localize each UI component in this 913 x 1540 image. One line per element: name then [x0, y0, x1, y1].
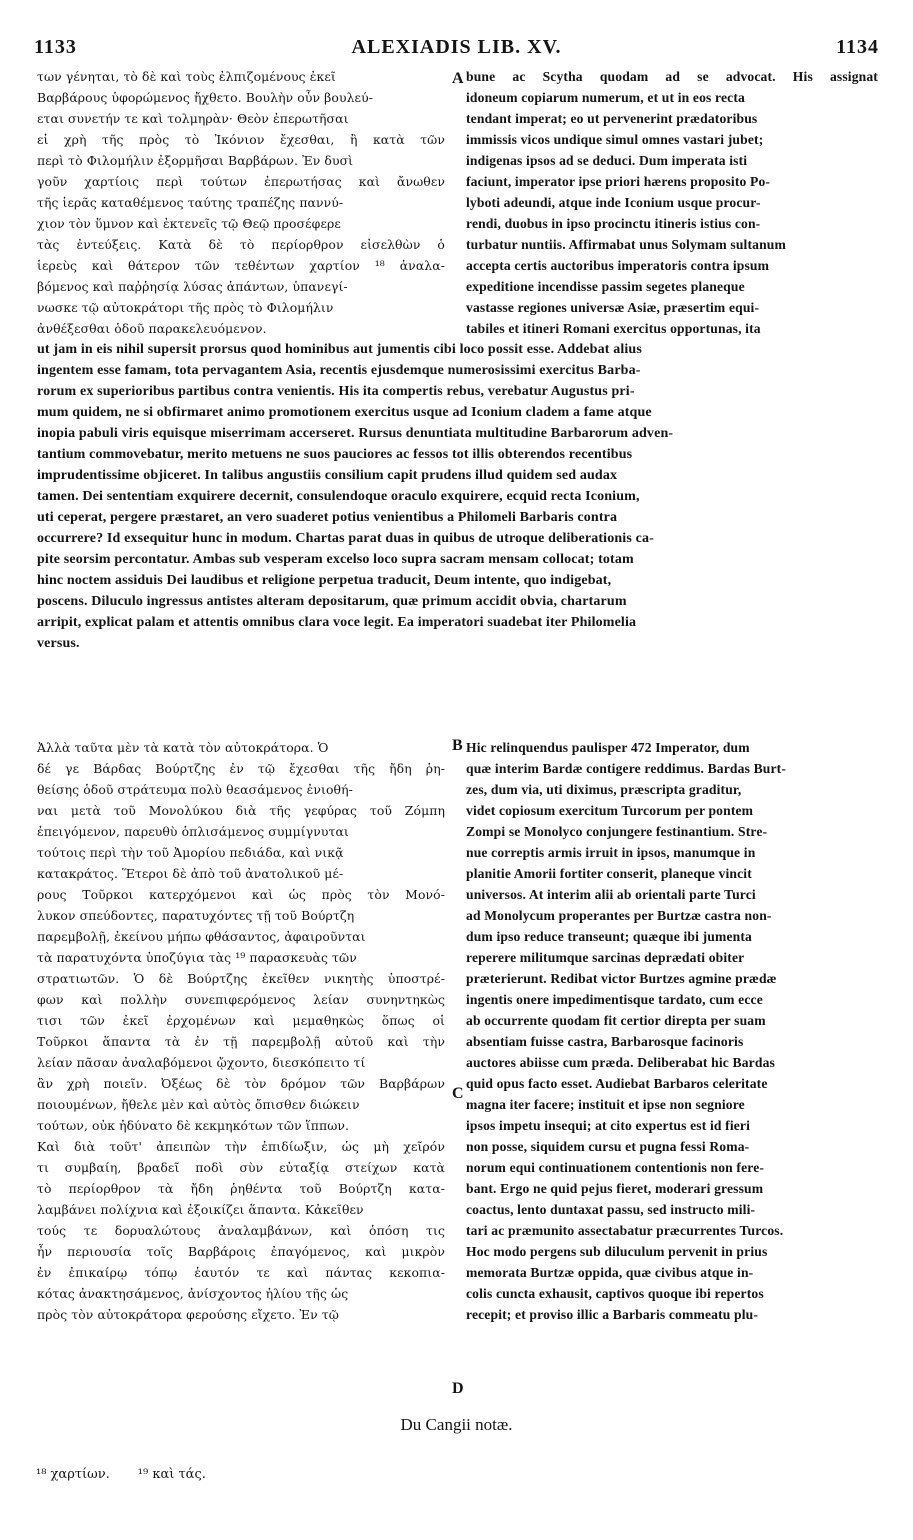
greek-line: ἂν χρὴ ποιεῖν. Ὀξέως δὲ τὸν δρόμον τῶν Βαρβάρων: [37, 1076, 445, 1091]
greek-line: Ἀλλὰ ταῦτα μὲν τὰ κατὰ τὸν αὐτοκράτορα. Ὁ: [37, 740, 329, 755]
greek-line: τι συμβαίη, βραδεῖ ποδὶ σὺν εὐταξίᾳ στείχων κατὰ: [37, 1160, 445, 1175]
latin-line: arripit, explicat palam et attentis omnibus clara voce legit. Ea imperatori suadebat iter Philomelia: [37, 615, 637, 630]
greek-line: Καὶ διὰ τοῦτ' ἀπειπὼν τὴν ἐπιδίωξιν, ὡς μὴ χεῖρόν: [37, 1139, 445, 1154]
latin-line: tendant imperat; eo ut pervenerint prædatoribus: [466, 111, 758, 126]
greek-line: νωσκε τῷ αὐτοκράτορι τῆς πρὸς τὸ Φιλομήλιν: [37, 300, 334, 315]
latin-line: coactus, lento duntaxat passu, sed instructo mili-: [466, 1202, 756, 1217]
latin-line: memorata Burtzæ oppida, quæ civibus atque in-: [466, 1265, 754, 1280]
latin-line: norum equi continuationem contentionis non fere-: [466, 1160, 765, 1175]
latin-line: imprudentissime objiceret. In talibus angustiis consilium capit prudens illud quidem sed audax: [37, 468, 618, 483]
latin-line: dum ipso reduce transeunt; quæque ibi jumenta: [466, 929, 752, 944]
greek-line: τὰ παρατυχόντα ὑποζύγια τὰς ¹⁹ παρασκευὰς τῶν: [37, 950, 357, 965]
latin-line: rendi, duobus in ipso procinctu itineris istius con-: [466, 216, 761, 231]
latin-line: pite seorsim percontatur. Ambas sub vesperam excelso loco supra sacram mensam collocat; totam: [37, 552, 634, 567]
greek-line: ποιουμένων, ἤθελε μὲν καὶ αὐτὸς ὄπισθεν διώκειν: [37, 1097, 360, 1112]
latin-line: hinc noctem assiduis Dei laudibus et religione perpetua traducit, Deum intente, quo indigebat,: [37, 573, 612, 588]
footnote-19: ¹⁹ καὶ τάς.: [137, 1467, 206, 1482]
latin-line: ingentem esse famam, tota pervagantem Asia, recentis ejusdemque numerosissimi exercitus Barba-: [37, 363, 641, 378]
latin-line: bune ac Scytha quodam ad se advocat. His assignat: [466, 69, 878, 84]
greek-line: λαμβάνει πολίχνια καὶ ἐξοικίζει ἅπαντα. Κἀκεῖθεν: [37, 1202, 364, 1217]
greek-line: ναι μετὰ τοῦ Μονολύκου διὰ τῆς γεφύρας τοῦ Ζόμπη: [37, 803, 445, 818]
latin-line: Hoc modo pergens sub diluculum pervenit in prius: [466, 1244, 768, 1259]
greek-line: ἐν ἐπικαίρῳ τόπῳ ἑαυτόν τε καὶ πάντας κεκοπια-: [37, 1265, 445, 1280]
latin-line: indigenas ipsos ad se deduci. Dum imperata isti: [466, 153, 748, 168]
latin-line: non posse, siquidem cursu et pugna fessi Roma-: [466, 1139, 750, 1154]
greek-line: ἀνθέξεσθαι ὁδοῦ παρακελευόμενον.: [37, 321, 267, 336]
latin-line: tamen. Dei sententiam exquirere decernit, consulendoque oraculo exquirere, ecquid recta Iconium,: [37, 489, 640, 504]
latin-line: expeditione incendisse passim segetes planeque: [466, 279, 745, 294]
greek-line: χιον τὸν ὕμνον καὶ ἐκτενεῖς τῷ Θεῷ προσέφερε: [37, 216, 341, 231]
latin-line: reperere militumque sarcinas deprædati obiter: [466, 950, 745, 965]
latin-line: lyboti adeundi, atque inde Iconium usque procur-: [466, 195, 761, 210]
greek-line: τισι τῶν ἐκεῖ ἐρχομένων καὶ μεμαθηκὼς ὅπως οἱ: [37, 1013, 445, 1028]
margin-letter-c: C: [452, 1085, 464, 1102]
latin-line: uti ceperat, pergere præstaret, an vero suaderet potius venientibus a Philomeli Barbaris contra: [37, 510, 618, 525]
running-title: ALEXIADIS LIB. XV.: [351, 36, 562, 58]
greek-line: βόμενος καὶ παῤῥησίᾳ λύσας ἁπάντων, ὑπανεγί-: [37, 279, 348, 294]
greek-line: ἦν περιουσία τοῖς Βαρβάροις ἐπαγόμενος, καὶ μικρὸν: [37, 1244, 445, 1259]
greek-line: πρὸς τὸν αὐτοκράτορα φερούσης εἴχετο. Ἐν τῷ: [37, 1307, 339, 1322]
greek-line: λείαν πᾶσαν ἀναλαβόμενοι ᾤχοντο, διεσκόπειτο τί: [37, 1055, 366, 1070]
greek-line: φων καὶ πολλὴν συνεπιφερόμενος λείαν συνηντηκὼς: [37, 992, 445, 1007]
greek-line: των γένηται, τὸ δὲ καὶ τοὺς ἐλπιζομένους ἐκεῖ: [37, 69, 336, 84]
notes-heading: Du Cangii notæ.: [400, 1415, 513, 1434]
latin-line: tari ac præmunito assectabatur præcurrentes Turcos.: [466, 1223, 784, 1238]
greek-line: εται συνετήν τε καὶ τολμηρὰν· Θεὸν ἐπερωτῆσαι: [37, 111, 349, 126]
margin-letter-b: B: [452, 737, 463, 754]
latin-line: occurrere? Id exsequitur hunc in modum. Chartas parat duas in quibus de utroque deliberationis ca-: [37, 531, 654, 546]
latin-line: ipsos impetu insequi; at cito expertus est id fieri: [466, 1118, 751, 1133]
latin-line: Hic relinquendus paulisper 472 Imperator, dum: [466, 740, 750, 755]
latin-line: magna iter facere; instituit et ipse non segniore: [466, 1097, 745, 1112]
greek-line: κατακράτος. Ἕτεροι δὲ ἀπὸ τοῦ ἀνατολικοῦ μέ-: [37, 866, 344, 881]
margin-letter-a: A: [452, 70, 464, 87]
latin-column-b: [466, 737, 878, 1325]
latin-line: ingentis onere impedimentisque tardato, cum ecce: [466, 992, 763, 1007]
latin-line: inopia pabuli viris equisque miserrimam accerseret. Rursus denuntiata multitudine Barbarorum adven-: [37, 426, 674, 441]
page-number-right: 1134: [836, 36, 879, 58]
latin-line: universos. At interim alii ab orientali parte Turci: [466, 887, 756, 902]
latin-line: Zompi se Monolyco conjungere festinantium. Stre-: [466, 824, 768, 839]
greek-line: περὶ τὸ Φιλομήλιν ἐξορμῆσαι Βαρβάρων. Ἐν δυσὶ: [37, 153, 354, 168]
latin-full-width-block: [37, 339, 878, 654]
latin-line: immissis vicos undique simul omnes vastari jubet;: [466, 132, 764, 147]
greek-line: τὰς ἐντεύξεις. Κατὰ δὲ τὸ περίορθρον εἰσελθὼν ὁ: [37, 237, 445, 252]
greek-line: τούς τε δορυαλώτους ἀναλαμβάνων, καὶ ὁπόση τις: [37, 1223, 445, 1238]
greek-line: ἱερεὺς καὶ θάτερον τῶν τεθέντων χαρτίον ¹⁸ ἀναλα-: [37, 258, 445, 273]
latin-line: tantium commovebatur, merito metuens ne suos pauciores ac fessos tot illis obterendos recentibus: [37, 447, 633, 462]
latin-line: mum quidem, ne si obfirmaret animo promotionem exercitus usque ad Iconium cladem a fame atque: [37, 405, 652, 420]
footnote-18: ¹⁸ χαρτίων.: [36, 1467, 110, 1482]
latin-line: faciunt, imperator ipse priori hærens proposito Po-: [466, 174, 771, 189]
latin-line: accepta certis auctoribus imperatoris contra ipsum: [466, 258, 770, 273]
greek-line: ρους Τοῦρκοι κατερχόμενοι καὶ ὡς πρὸς τὸν Μονό-: [37, 887, 445, 902]
footnotes: [36, 1467, 206, 1482]
latin-line: videt copiosum exercitum Turcorum per pontem: [466, 803, 754, 818]
latin-line: versus.: [37, 636, 80, 651]
greek-line: γοῦν χαρτίοις περὶ τούτων ἐπερωτήσας καὶ ἄνωθεν: [37, 174, 445, 189]
latin-line: quid opus facto esset. Audiebat Barbaros celeritate: [466, 1076, 768, 1091]
latin-line: nue correptis armis irruit in ipsos, manumque in: [466, 845, 756, 860]
greek-line: τούτων, οὐκ ἠδύνατο δὲ κεκμηκότων τῶν ἵππων.: [37, 1118, 350, 1133]
latin-line: absentiam fuisse castra, Barbarosque facinoris: [466, 1034, 744, 1049]
latin-line: poscens. Diluculo ingressus antistes alteram depositarum, quæ primum accidit obvia, chartarum: [37, 594, 627, 609]
greek-column-a: [37, 66, 445, 339]
greek-line: παρεμβολῇ, ἐκείνου μήπω φθάσαντος, ἀφαιροῦνται: [37, 929, 366, 944]
latin-line: præterierunt. Redibat victor Burtzes agmine prædæ: [466, 971, 777, 986]
greek-line: Βαρβάρους ὑφορώμενος ἤχθετο. Βουλὴν οὖν βουλεύ-: [37, 90, 373, 105]
latin-line: planitie Amorii fortiter conserit, planeque vincit: [466, 866, 752, 881]
latin-line: ab occurrente quodam fit certior direpta per suam: [466, 1013, 766, 1028]
latin-line: auctores abiisse cum præda. Deliberabat hic Bardas: [466, 1055, 775, 1070]
margin-letter-d: D: [452, 1380, 464, 1397]
latin-line: turbatur nuntiis. Affirmabat unus Solymam sultanum: [466, 237, 786, 252]
greek-line: εἰ χρὴ τῆς πρὸς τὸ Ἰκόνιον ἔχεσθαι, ἢ κατὰ τῶν: [37, 132, 445, 147]
latin-line: colis cuncta exhausit, captivos quoque ibi repertos: [466, 1286, 764, 1301]
greek-line: δέ γε Βάρδας Βούρτζης ἐν τῷ ἔχεσθαι τῆς ἤδη ῥη-: [37, 761, 445, 776]
latin-line: bant. Ergo ne quid pejus fieret, moderari gressum: [466, 1181, 764, 1196]
greek-line: λυκον σπεύδοντες, παρατυχόντες τῇ τοῦ Βούρτζη: [37, 908, 355, 923]
page-number-left: 1133: [34, 36, 77, 58]
greek-line: Τοῦρκοι ἅπαντα τὰ ἐν τῇ παρεμβολῇ αὐτοῦ καὶ τὴν: [37, 1034, 445, 1049]
latin-column-a: [466, 66, 878, 339]
latin-line: vastasse regiones universæ Asiæ, præsertim equi-: [466, 300, 760, 315]
greek-column-b: [37, 737, 445, 1325]
running-header: [34, 36, 879, 62]
latin-line: ad Monolycum properantes per Burtzæ castra non-: [466, 908, 772, 923]
latin-line: rorum ex superioribus partibus contra venientis. His ita compertis rebus, verebatur Augustus pri-: [37, 384, 635, 399]
latin-line: zes, dum via, uti diximus, præscripta graditur,: [466, 782, 742, 797]
greek-line: θείσης ὁδοῦ στράτευμα πολὺ θεασάμενος ἐνιοθή-: [37, 782, 353, 797]
greek-line: τούτοις περὶ τὴν τοῦ Ἀμορίου πεδιάδα, καὶ νικᾷ: [37, 845, 344, 860]
latin-line: quæ interim Bardæ contigere reddimus. Bardas Burt-: [466, 761, 787, 776]
latin-line: recepit; et proviso illic a Barbaris commeatu plu-: [466, 1307, 759, 1322]
greek-line: ἐπειγόμενον, παρευθὺ ὁπλισάμενος συμμίγνυται: [37, 824, 349, 839]
greek-line: τὸ περίορθρον τὰ ἤδη ῥηθέντα τοῦ Βούρτζη κατα-: [37, 1181, 445, 1196]
greek-line: τῆς ἱερᾶς καταθέμενος ταύτης τραπέζης παννύ-: [37, 195, 344, 210]
latin-line: idoneum copiarum numerum, et ut in eos recta: [466, 90, 745, 105]
latin-line: ut jam in eis nihil supersit prorsus quod hominibus aut jumentis cibi loco possit esse. Addebat alius: [37, 342, 642, 357]
latin-line: tabiles et itineri Romani exercitus opportunas, ita: [466, 321, 761, 336]
greek-line: κότας ἀνακτησάμενος, ἀνίσχοντος ἡλίου τῆς ὡς: [37, 1286, 349, 1301]
greek-line: στρατιωτῶν. Ὁ δὲ Βούρτζης ἐκεῖθεν νικητὴς ὑποστρέ-: [37, 971, 445, 986]
